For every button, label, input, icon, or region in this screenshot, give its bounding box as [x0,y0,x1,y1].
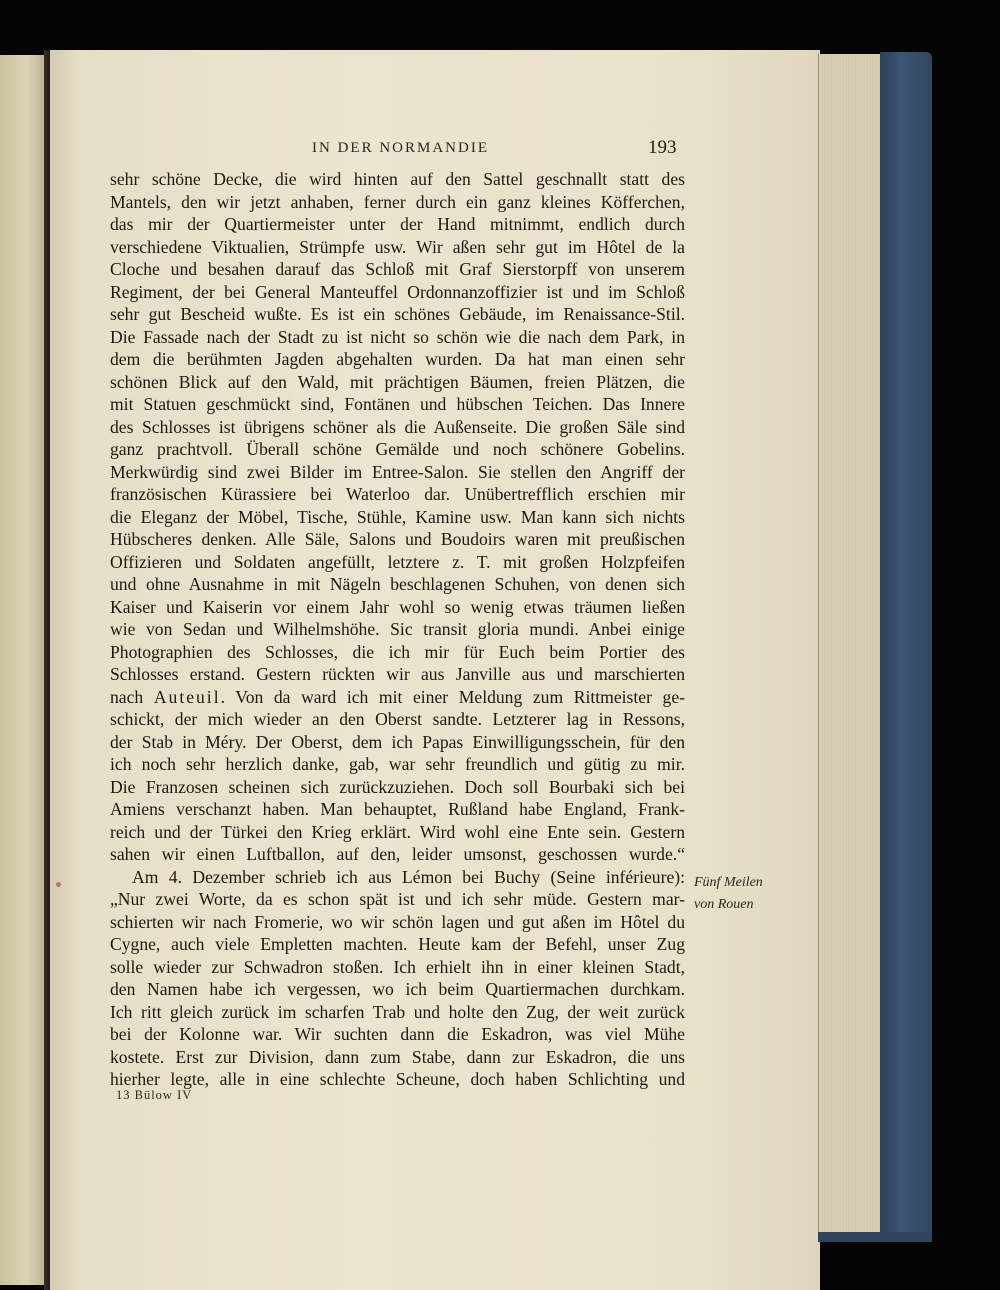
margin-note-line: von Rouen [694,897,754,912]
text-line: Schlosses erstand. Gestern rückten wir aus Janville aus und marschierten [110,664,685,684]
text-line: der Stab in Méry. Der Oberst, dem ich Papas Einwilligungsschein, für den [110,731,685,752]
text-fragment: . Von da ward ich mit einer Meldung zum Rittmeister ge- [220,686,685,707]
text-line: Mantels, den wir jetzt anhaben, ferner durch ein ganz kleines Köfferchen, [110,191,685,212]
running-head: IN DER NORMANDIE [312,140,489,156]
body-text [110,168,685,1091]
text-line: den Namen habe ich vergessen, wo ich beim Quartiermachen durchkam. [110,979,685,999]
text-line: bei der Kolonne war. Wir suchten dann die Eskadron, was viel Mühe [110,1024,685,1044]
text-line: Cygne, auch viele Empletten machten. Heute kam der Befehl, unser Zug [110,934,685,954]
text-line: Kaiser und Kaiserin vor einem Jahr wohl so wenig etwas träumen ließen [110,596,685,617]
text-line: Amiens verschanzt haben. Man behauptet, Rußland habe England, Frank- [110,799,685,819]
text-line: solle wieder zur Schwadron stoßen. Ich erhielt ihn in einer kleinen Stadt, [110,956,685,977]
margin-mark [56,882,61,887]
text-line: und ohne Ausnahme in mit Nägeln beschlagenen Schuhen, von denen sich [110,574,685,594]
spaced-place-name: Auteuil [153,686,221,707]
text-line: Photographien des Schlosses, die ich mir für Euch beim Portier des [110,641,685,662]
text-line: ich noch sehr herzlich danke, gab, war sehr freundlich und gütig zu mir. [110,754,685,774]
book-cover-bottom [818,1232,932,1242]
text-line: sehr schöne Decke, die wird hinten auf den Sattel geschnallt statt des [110,169,685,189]
text-line: die Eleganz der Möbel, Tische, Stühle, Kamine usw. Man kann sich nichts [110,506,685,527]
text-line: mit Statuen geschmückt sind, Fontänen und hübschen Teichen. Das Innere [110,394,685,414]
text-line: Die Fassade nach der Stadt zu ist nicht so schön wie die nach dem Park, in [110,326,685,347]
paragraph-start-line: Am 4. Dezember schrieb ich aus Lémon bei Buchy (Seine inférieure): [132,866,685,887]
text-line: schickt, der mich wieder an den Oberst sandte. Letzterer lag in Ressons, [110,709,685,729]
text-line: reich und der Türkei den Krieg erklärt. Wird wohl eine Ente sein. Gestern [110,821,685,842]
text-line: verschiedene Viktualien, Strümpfe usw. Wir aßen sehr gut im Hôtel de la [110,236,685,257]
margin-note [694,872,763,916]
text-line: schierten wir nach Fromerie, wo wir schön lagen und gut aßen im Hôtel du [110,911,685,932]
text-line: Cloche und besahen darauf das Schloß mit Graf Sierstorpff von unserem [110,259,685,279]
text-line: „Nur zwei Worte, da es schon spät ist und ich sehr müde. Gestern mar- [110,889,685,909]
text-line: Hübscheres denken. Alle Säle, Salons und Boudoirs waren mit preußischen [110,529,685,549]
text-line: hierher legte, alle in eine schlechte Scheune, doch haben Schlichting und [110,1069,685,1089]
text-line: schönen Blick auf den Wald, mit prächtigen Bäumen, freien Plätzen, die [110,371,685,392]
text-fragment: nach [110,686,154,707]
text-line-auteuil [110,686,685,709]
text-line: Regiment, der bei General Manteuffel Ordonnanzoffizier ist und im Schloß [110,281,685,302]
page-number: 193 [648,137,677,158]
text-line: ganz prachtvoll. Überall schöne Gemälde und noch schönere Gobelins. [110,439,685,459]
text-line: Offizieren und Soldaten angefüllt, letztere z. T. mit großen Holzpfeifen [110,551,685,572]
text-line: französischen Kürassiere bei Waterloo dar. Unübertrefflich erschien mir [110,484,685,504]
book-cover [880,52,932,1242]
text-line: Ich ritt gleich zurück im scharfen Trab und holte den Zug, der weit zurück [110,1001,685,1022]
printer-signature: 13 Bülow IV [116,1088,193,1102]
text-line: wie von Sedan und Wilhelmshöhe. Sic transit gloria mundi. Anbei einige [110,619,685,639]
text-line: Die Franzosen scheinen sich zurückzuziehen. Doch soll Bourbaki sich bei [110,776,685,797]
text-line: dem die berühmten Jagden abgehalten wurden. Da hat man einen sehr [110,349,685,369]
text-line: sahen wir einen Luftballon, auf den, leider umsonst, geschossen wurde.“ [110,844,685,864]
text-line: sehr gut Bescheid wußte. Es ist ein schönes Gebäude, im Renaissance-Stil. [110,304,685,324]
text-line: Merkwürdig sind zwei Bilder im Entree-Salon. Sie stellen den Angriff der [110,461,685,482]
text-line: des Schlosses ist übrigens schöner als die Außenseite. Die großen Säle sind [110,416,685,437]
text-line: kostete. Erst zur Division, dann zum Stabe, dann zur Eskadron, die uns [110,1046,685,1067]
left-page-edge [0,55,48,1285]
margin-note-line: Fünf Meilen [694,875,763,890]
text-line: das mir der Quartiermeister unter der Hand mitnimmt, endlich durch [110,214,685,234]
